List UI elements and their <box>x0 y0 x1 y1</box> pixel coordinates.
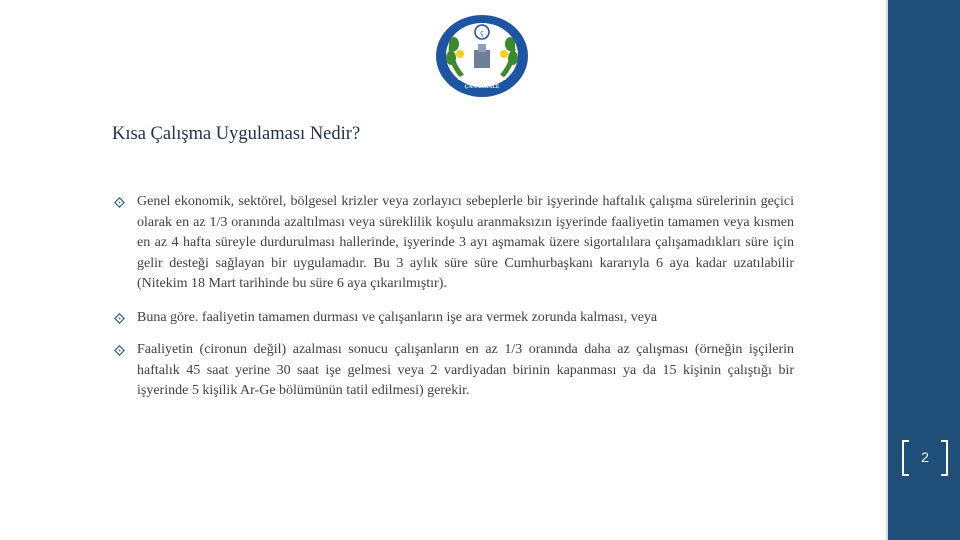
chamber-logo <box>434 14 530 98</box>
fruit-right-icon <box>500 50 508 58</box>
svg-text:ç: ç <box>480 28 484 37</box>
page-number-text: 2 <box>921 449 929 465</box>
bullet-list <box>113 192 794 415</box>
logo-lettering: TİCARET BORSASI ÇANAKKALE <box>456 76 507 90</box>
bullet-text: Genel ekonomik, sektörel, bölgesel krizler veya zorlayıcı sebeplerle bir işyerinde haftalık çalışma sürelerinin geçici olarak en az 1/3 oranında azaltılması veya süreklilik koşulu aranmaksızın işyerinde faaliyetin tamamen veya kısmen en az 4 hafta süreyle durdurulması hallerinde, işyerinde 3 ayı aşmamak üzere sigortalılara çalışamadıkları süre için gelir desteği sağlayan bir uygulamadır. Bu 3 aylık süre süre Cumhurbaşkanı kararıyla 6 aya kadar uzatılabilir (Nitekim 18 Mart tarihinde bu süre 6 aya çıkarılmıştır). <box>137 194 794 291</box>
fruit-left-icon <box>456 50 464 58</box>
bullet-text: Faaliyetin (cironun değil) azalması sonucu çalışanların en az 1/3 oranında daha az çalışması (örneğin işçilerin haftalık 45 saat yerine 30 saat işe gelmesi veya 2 vardiyadan birinin kapanması ya da 15 kişinin çalıştığı bir işyerinde 5 kişilik Ar-Ge bölümünün tatil edilmesi) gerekir. <box>137 342 794 398</box>
monument-icon <box>474 50 490 68</box>
bullet-text: Buna göre. faaliyetin tamamen durması ve çalışanların işe ara vermek zorunda kalması, veya <box>137 309 658 325</box>
diamond-bullet-icon <box>114 197 125 208</box>
bullet-item <box>113 340 794 402</box>
diamond-bullet-icon <box>114 313 125 324</box>
bullet-item <box>113 308 794 329</box>
diamond-bullet-icon <box>114 345 125 356</box>
page-number <box>897 437 953 479</box>
slide-title: Kısa Çalışma Uygulaması Nedir? <box>112 124 361 144</box>
bullet-item <box>113 192 794 295</box>
